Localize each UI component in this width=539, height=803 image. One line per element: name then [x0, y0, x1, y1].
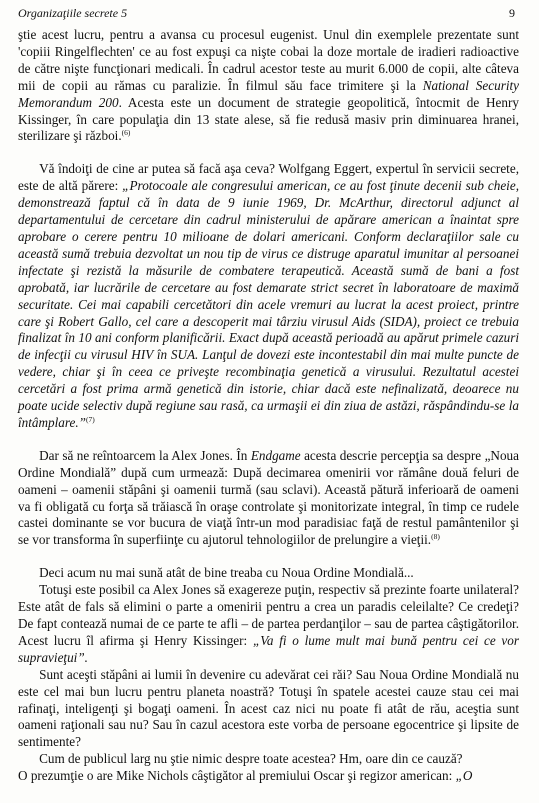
- paragraph-text: Totuşi este posibil ca Alex Jones să exagereze puţin, respectiv să prezinte foarte unilateral? Este atât de fals să elimini o parte a omenirii pentru a crea un paradis celeilalte? Ce credeţi? De fapt contează numai de ce parte te afli – de partea perdanţilor – sau de partea câştigătorilor. Acest lucru îl afirma şi Henry Kissinger:: [18, 582, 519, 648]
- paragraph-2: [18, 161, 519, 432]
- paragraph-text: ştie acest lucru, pentru a avansa cu procesul eugenist. Unul din exemplele prezentate sunt 'copiii Ringelflechten' ce au fost expuşi ca nişte cobai la doze mortale de iradieri radioactive de către nişte funcţionari medicali. În cadrul acestor teste au murit 6.000 de copii, alte câteva mii de copii au rămas cu paralizie. În filmul său face trimitere şi la: [18, 27, 519, 93]
- eggert-quote: „Protocoale ale congresului american, ce au fost ţinute decenii sub cheie, demonstrează faptul că în data de 9 iunie 1969, Dr. McArthur, directorul adjunct al departamentului de cercetare din cadrul ministerului de apărare american a înaintat spre aprobare o cerere pentru 10 milioane de dolari americani. Conform declaraţiilor sale cu această sumă trebuia dezvoltat un nou tip de virus ce distruge aparatul imunitar al persoanei infectate şi rezistă la măsurile de combatere terapeutică. Această sumă de bani a fost aprobată, iar lucrările de cercetare au fost demarate strict secret în laboratoare de maximă securitate. Cei mai capabili cercetători din acele vremuri au lucrat la acest proiect, printre care şi Robert Gallo, cel care a descoperit mai târziu virusul Aids (SIDA), proiect ce trebuia finalizat în 10 ani conform planificării. Exact după această perioadă au apărut primele cazuri de infecţii cu virusul HIV în SUA. Lanţul de dovezi este incontestabil din mai multe puncte de vedere, chiar şi în ceea ce priveşte recombinaţia genetică a virusului. Rezultatul acestei cercetări a fost prima armă genetică din istorie, chiar dacă este nefinalizată, deoarece nu poate ucide selectiv după regiune sau rasă, ca urmaşii ei din ziua de astăzi, răspândindu-se la întâmplare.”: [18, 178, 519, 430]
- paragraph-text: O prezumţie o are Mike Nichols câştigător al premiului Oscar şi regizor american:: [18, 768, 456, 784]
- paragraph-text: Dar să ne reîntoarcem la Alex Jones. În: [39, 447, 251, 463]
- paragraph-text: . Acesta este un document de strategie geopolitică, întocmit de Henry Kissinger, în care populaţia din 13 state alese, să fie redusă masiv prin diminuarea hranei, sterilizare şi război.: [18, 94, 519, 144]
- footnote-ref-7: (7): [86, 414, 95, 424]
- paragraph-6: Sunt aceşti stăpâni ai lumii în devenire cu adevărat cei răi? Sau Noua Ordine Mondială nu este cel mai bun lucru pentru planeta noastră? Totuşi în spatele acestei cauze stau cei mai rafinaţi, inteligenţi şi bogaţi oameni. În acest caz nici nu poate fi atât de rău, aceştia sunt oameni raţionali sau nu? Sau în cazul acestora este vorba de persoane egocentrice şi lipsite de sentimente?: [18, 666, 519, 750]
- paragraph-text: acesta descrie percepţia sa despre „Noua Ordine Mondială” după cum urmează: După decimarea omenirii vor rămâne două feluri de oameni – oamenii stăpâni şi oamenii turmă (sau sclavi). Această pătură inferioară de oameni va fi obligată cu forţa să trăiască în oraşe controlate şi monitorizate integral, în timp ce rudele castei dominante se vor bucura de viaţă într-un mod paradisiac faţă de restul pamântenilor şi se vor transforma în superfiinţe cu ajutorul tehnologiilor de prelungire a vieţii.: [18, 447, 519, 548]
- nichols-quote-start: „O: [455, 768, 473, 784]
- paragraph-8: [18, 768, 519, 785]
- paragraph-text: Vă îndoiţi de cine ar putea să facă aşa ceva? Wolfgang Eggert, expertul în servicii secrete, este de altă părere:: [18, 161, 519, 194]
- paragraph-1: [18, 27, 519, 145]
- chapter-title: Organizaţiile secrete 5: [18, 6, 128, 20]
- page-body: [18, 27, 519, 785]
- running-header: [18, 6, 515, 21]
- kissinger-quote: „Va fi o lume mult mai bună pentru cei ce vor supravieţui”.: [18, 632, 519, 665]
- film-title: Endgame: [250, 447, 301, 463]
- paragraph-5: [18, 582, 519, 667]
- paragraph-4: Deci acum nu mai sună atât de bine treaba cu Noua Ordine Mondială...: [39, 565, 414, 581]
- paragraph-7: Cum de publicul larg nu ştie nimic despre toate acestea? Hm, oare din ce cauză?: [39, 751, 463, 767]
- paragraph-3: [18, 448, 519, 549]
- page-number: 9: [509, 6, 515, 20]
- footnote-ref-6: (6): [121, 128, 131, 138]
- footnote-ref-8: (8): [431, 532, 440, 542]
- document-title: National Security Memorandum 200: [18, 77, 520, 110]
